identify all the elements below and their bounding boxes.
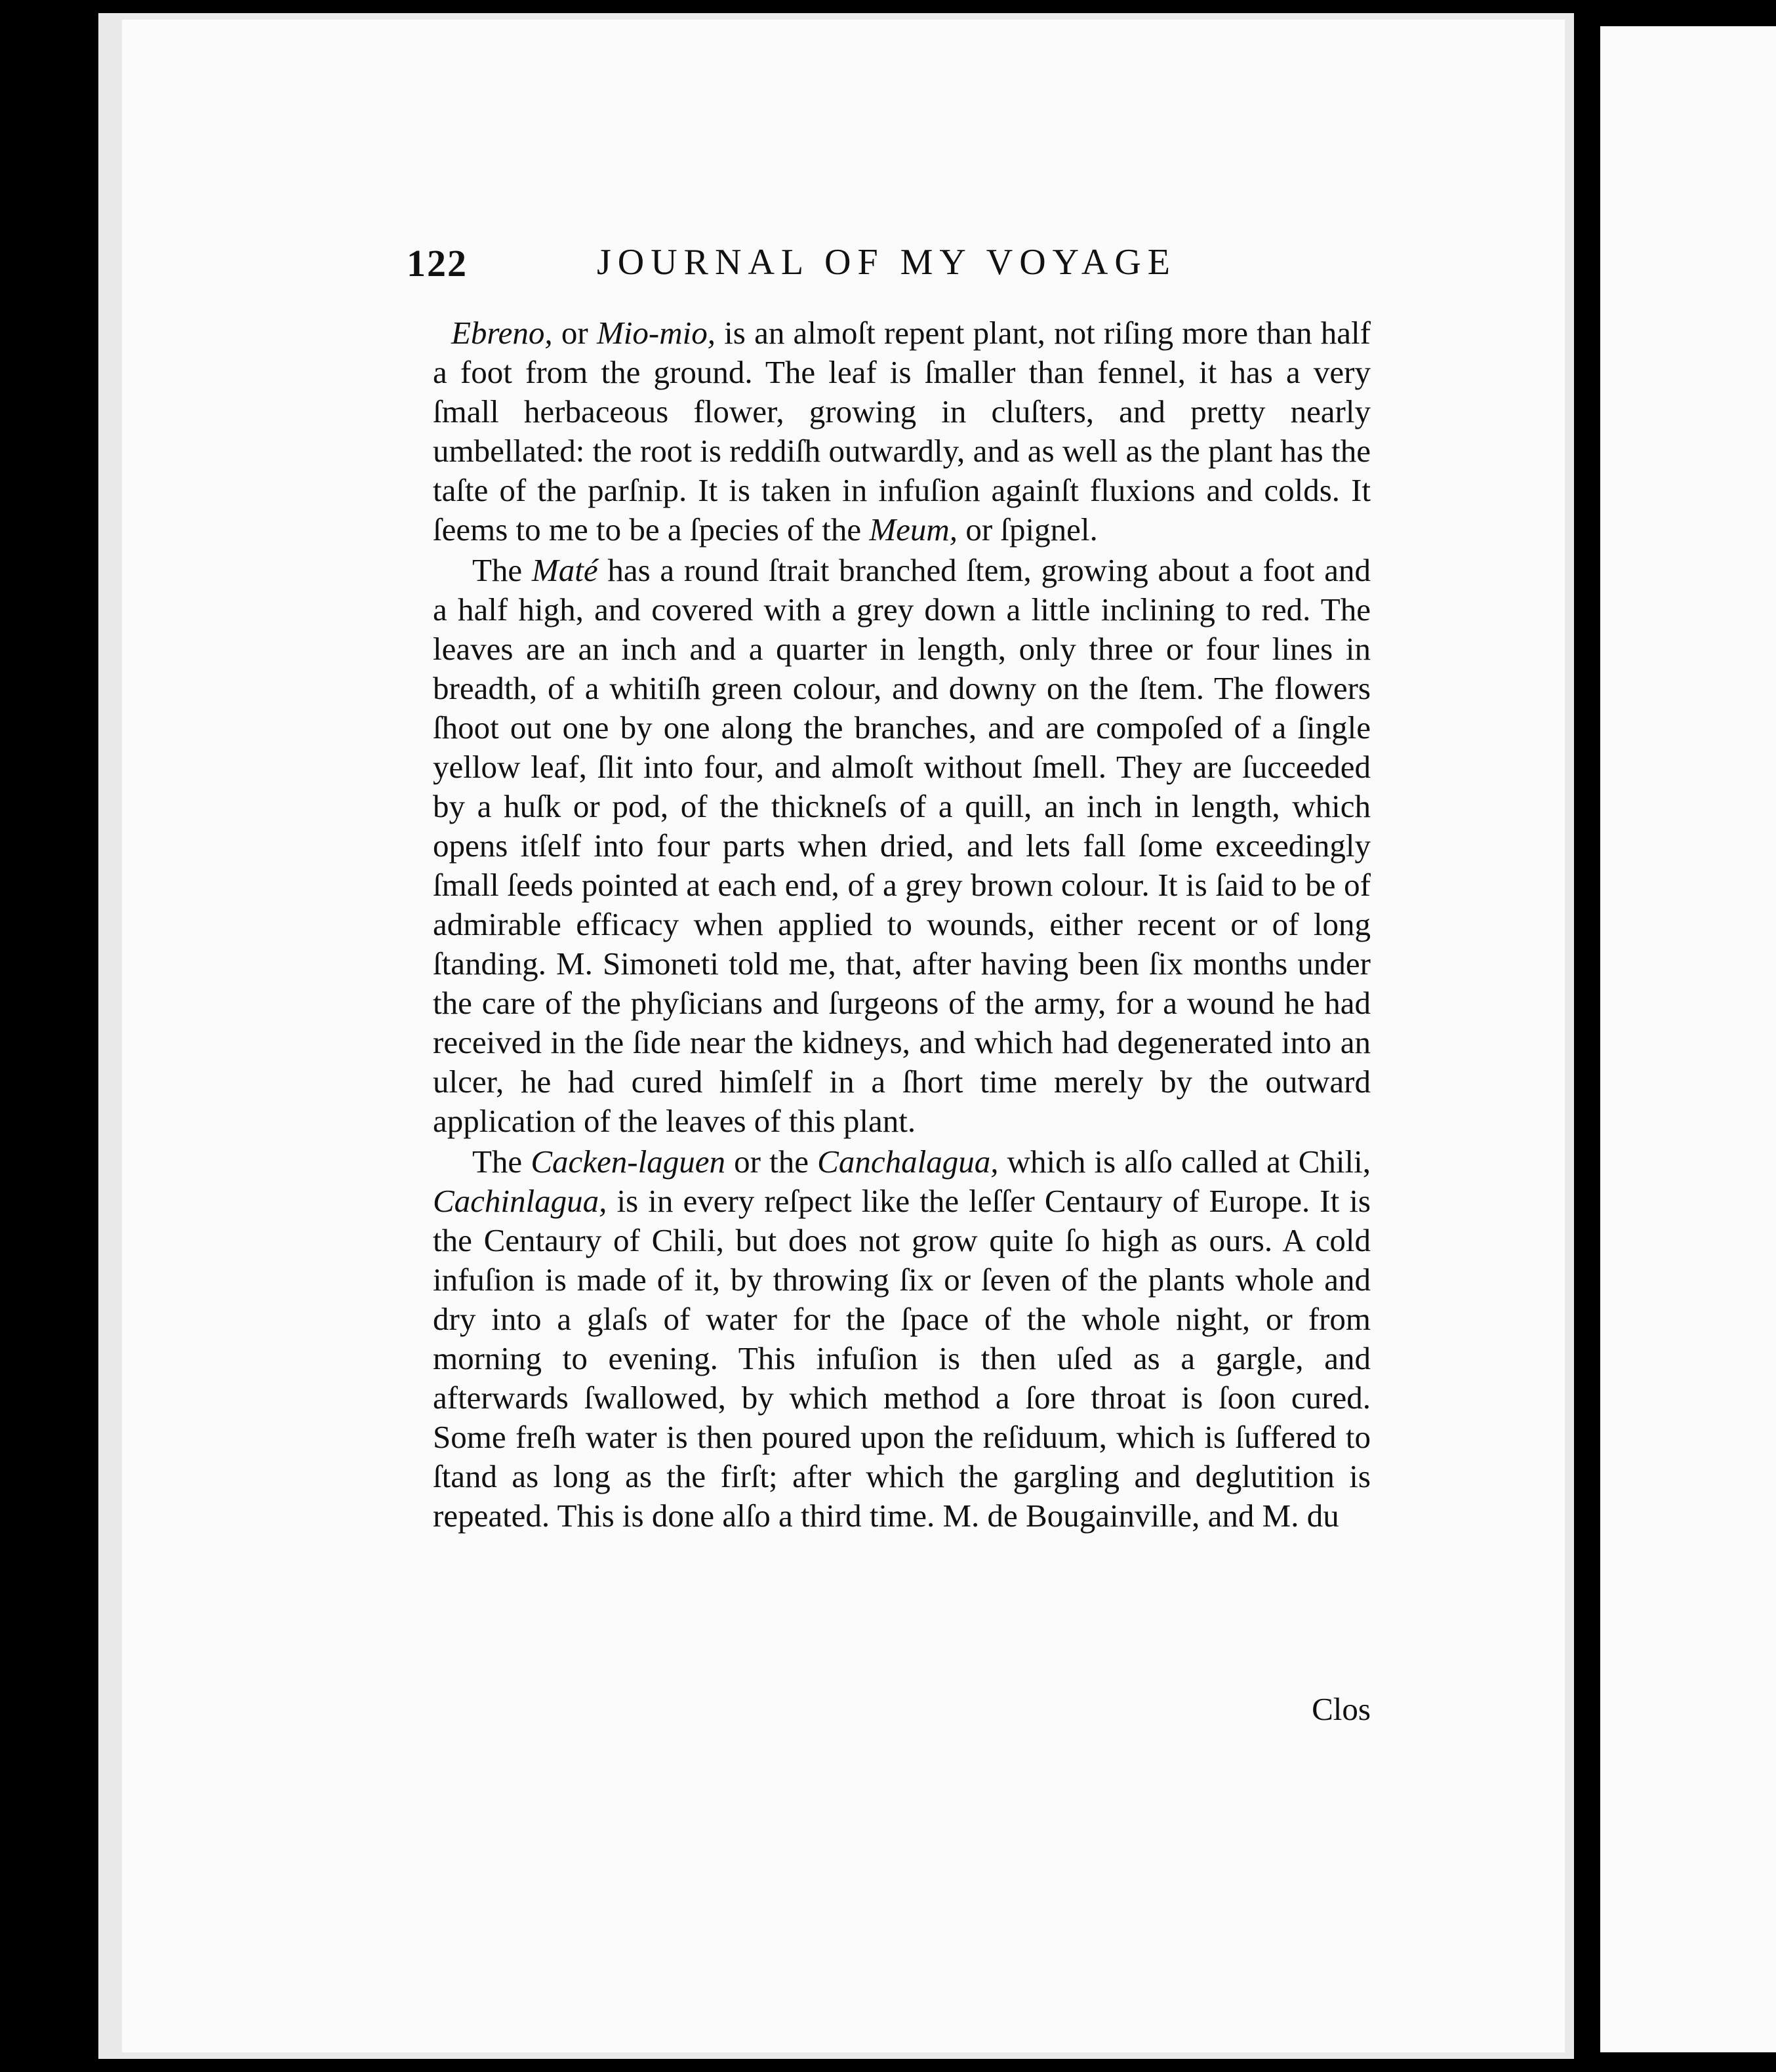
text-run: is in every reſpect like the leſſer Centaury of Europe. It is the Centaury of Chili, but does not grow quite ſo high as ours. A cold infuſion is made of it, by throwing ſix or ſeven of the plants whole and dry into a glaſs of water for the ſpace of the whole night, or from morning to evening. This infuſion is then uſed as a gargle, and afterwards ſwallowed, by which method a ſore throat is ſoon cured. Some freſh water is then poured upon the reſiduum, which is ſuffered to ſtand as long as the firſt; after which the gargling and deglutition is repeated. This is done alſo a third time. M. de Bougainville, and M. du: [433, 1183, 1371, 1534]
text-run: The: [472, 1144, 531, 1180]
text-run: or: [552, 315, 597, 351]
running-head: JOURNAL OF MY VOYAGE: [597, 242, 1177, 283]
facing-page-edge: [1600, 26, 1776, 2052]
italic-term: Canchalagua,: [817, 1144, 999, 1180]
text-run: has a round ſtrait branched ſtem, growing about a foot and a half high, and covered with a grey down a little inclining to red. The leaves are an inch and a quarter in length, only three or four lines in breadth, of a whitiſh green colour, and downy on the ſtem. The flowers ſhoot out one by one along the branches, and are compoſed of a ſingle yellow leaf, ſlit into four, and almoſt without ſmell. They are ſucceeded by a huſk or pod, of the thickneſs of a quill, an inch in length, which opens itſelf into four parts when dried, and lets fall ſome exceedingly ſmall ſeeds pointed at each end, of a grey brown colour. It is ſaid to be of admirable efficacy when applied to wounds, either recent or of long ſtanding. M. Simoneti told me, that, after having been ſix months under the care of the phyſicians and ſurgeons of the army, for a wound he had received in the ſide near the kidneys, and which had degenerated into an ulcer, he had cured himſelf in a ſhort time merely by the outward application of the leaves of this plant.: [433, 552, 1371, 1139]
italic-term: Maté: [531, 552, 598, 588]
italic-term: Cacken-laguen: [531, 1144, 725, 1180]
catchword: Clos: [1312, 1691, 1371, 1727]
italic-term: Ebreno,: [451, 315, 553, 351]
paragraph: [433, 1142, 1371, 1536]
text-run: or the: [725, 1144, 818, 1180]
text-run: which is alſo called at Chili,: [998, 1144, 1371, 1180]
text-run: is an almoſt repent plant, not riſing more than half a foot from the ground. The leaf is ſmaller than fennel, it has a very ſmall herbaceous flower, growing in cluſters, and pretty nearly umbellated: the root is reddiſh outwardly, and as well as the plant has the taſte of the parſnip. It is taken in infuſion againſt fluxions and colds. It ſeems to me to be a ſpecies of the: [433, 315, 1371, 548]
paragraph: [433, 313, 1371, 549]
body-text: [433, 313, 1371, 1536]
page-header: [407, 241, 1351, 307]
text-run: or ſpignel.: [958, 511, 1098, 548]
italic-term: Meum,: [869, 511, 958, 548]
paragraph: [433, 551, 1371, 1141]
italic-term: Mio-mio,: [596, 315, 716, 351]
page-number: 122: [407, 242, 468, 285]
italic-term: Cachinlagua,: [433, 1183, 607, 1219]
text-run: The: [472, 552, 532, 588]
